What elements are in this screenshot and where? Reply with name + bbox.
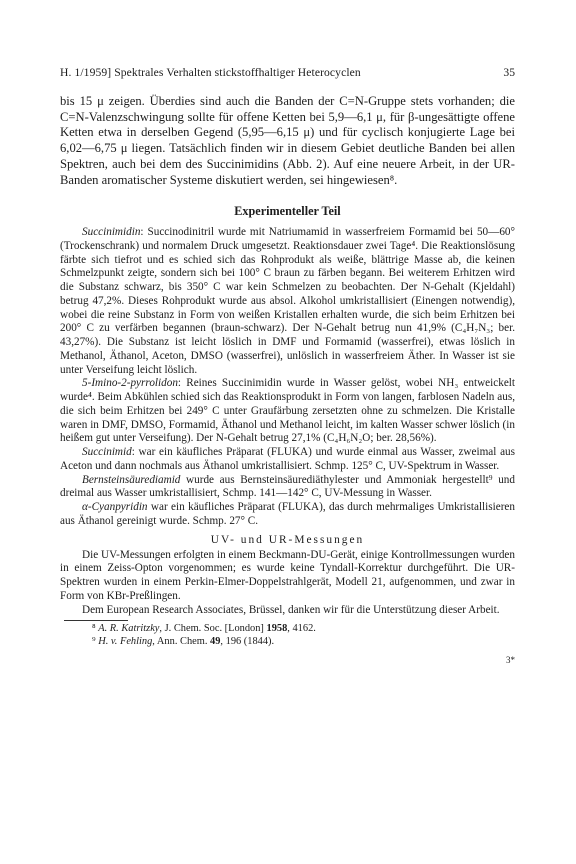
paragraph-body: : Succinodinitril wurde mit Natriumamid in wasserfreiem Formamid bei 50—60° (Trockenschrank) und normalem Druck umgesetzt. Reaktionsdauer zwei Tage⁴. Die Reaktionslösung färbte sich tiefrot und es schied sich das Rohprodukt als weiße, blättrige Masse ab, die keinen Schmelzpunkt zeigte, sondern sich bei 100° C braun zu färben begann. Bei weiterem Erhitzen wird die Substanz schwarz, bis 350° C war kein Schmelzen zu beobachten. Der N-Gehalt (Kjeldahl) betrug 47,2%. Dieses Rohprodukt wurde aus absol. Alkohol umkristallisiert (Einengen notwendig), wobei die reine Substanz in Form von weißen Kristallen erhalten wurde, die sich beim Erhitzen bei 200° C zu verfärben begannen (braun-schwarz). Der N-Gehalt betrug nun 41,9% (C₄H₇N₃; ber. 43,27%). Die Substanz ist leicht löslich in DMF und Formamid (wasserfrei), etwas löslich in Methanol, Äthanol, Aceton, DMSO (wasserfrei), unlöslich in wasserfreiem Äther. In Wasser ist sie unter Verseifung leicht löslich. bbox=[60, 226, 515, 376]
intro-paragraph: bis 15 μ zeigen. Überdies sind auch die Banden der C=N-Gruppe stets vorhanden; die C=N-Valenzschwingung sollte für offene Ketten bei 5,9—6,1 μ, für β-ungesättigte offene Ketten etwa in derselben Gegend (5,95—6,15 μ) und für cyclisch konjugierte Lage bei 6,02—6,75 μ liegen. Tatsächlich finden wir in diesem Gebiet deutliche Banden bei allen Spektren, auch bei dem des Succinimidins (Abb. 2). Auf eine neuere Arbeit, in der UR-Banden aromatischer Systeme diskutiert werden, sei hingewiesen⁸. bbox=[60, 94, 515, 187]
footnote-text: , J. Chem. Soc. [London] bbox=[159, 623, 267, 635]
running-header bbox=[60, 66, 515, 80]
footnote-author: H. v. Fehling bbox=[98, 636, 153, 648]
paragraph-succinimidin bbox=[60, 226, 515, 377]
paragraph-succinimid bbox=[60, 446, 515, 474]
compound-name: Succinimid bbox=[82, 446, 132, 459]
journal-page bbox=[60, 66, 515, 665]
subsection-heading-uv-ur: UV- und UR-Messungen bbox=[210, 533, 365, 546]
paragraph-acknowledgement: Dem European Research Associates, Brüssel, danken wir für die Unterstützung dieser Arbeit. bbox=[82, 603, 500, 616]
paragraph-body: wurde aus Bernsteinsäurediäthylester und Ammoniak hergestellt⁹ und dreimal aus Wasser umkristallisiert, Schmp. 141—142° C, UV-Messung in Wasser. bbox=[60, 473, 515, 500]
footnote-mark: ⁹ bbox=[92, 636, 96, 648]
footnote-author: A. R. Katritzky bbox=[98, 623, 160, 635]
paragraph-bernsteinsaeurediamid bbox=[60, 474, 515, 502]
footnote-rest: , 4162. bbox=[287, 623, 316, 635]
section-heading-experimental: Experimenteller Teil bbox=[234, 204, 341, 219]
page-number: 35 bbox=[503, 66, 515, 79]
compound-name: Succinimidin bbox=[82, 226, 141, 239]
footnote-9 bbox=[60, 636, 515, 649]
paragraph-body: : Reines Succinimidin wurde in Wasser gelöst, wobei NH₃ entweickelt wurde⁴. Beim Abkühlen schied sich das Reaktionsprodukt in Form von langen, farblosen Nadeln aus, die sich beim Erhitzen bei 249° C unter Graufärbung zersetzten ohne zu schmelzen. Die Kristalle waren in DMF, DMSO, Formamid, Äthanol und Methanol leicht, im kalten Wasser schwer löslich (in heißem gut unter Verseifung). Der N-Gehalt betrug 27,1% (C₄H₆N₂O; ber. 28,56%). bbox=[60, 377, 515, 445]
compound-name: 5-Imino-2-pyrrolidon bbox=[82, 377, 178, 390]
paragraph-body: : war ein käufliches Präparat (FLUKA) und wurde einmal aus Wasser, zweimal aus Aceton und dann nochmals aus Äthanol umkristallisiert. Schmp. 125° C, UV-Spektrum in Wasser. bbox=[60, 446, 515, 472]
compound-name: Bernsteinsäurediamid bbox=[82, 473, 181, 486]
footnote-volume: 49 bbox=[210, 636, 221, 648]
footnote-8 bbox=[60, 623, 515, 636]
paragraph-body: war ein käufliches Präparat (FLUKA), das durch mehrmaliges Umkristallisieren aus Äthanol gereinigt wurde. Schmp. 27° C. bbox=[60, 501, 515, 527]
footnote-text: , Ann. Chem. bbox=[152, 636, 211, 648]
paragraph-cyanpyridin bbox=[60, 501, 515, 529]
footnote-year: 1958 bbox=[266, 623, 288, 635]
running-header-title: H. 1/1959] Spektrales Verhalten stickstoffhaltiger Heterocyclen bbox=[60, 66, 361, 79]
footnote-mark: ⁸ bbox=[92, 623, 96, 635]
signature-mark: 3* bbox=[506, 654, 515, 665]
footnote-rule bbox=[64, 620, 128, 621]
footnote-rest: , 196 (1844). bbox=[220, 636, 275, 648]
compound-name: α-Cyanpyridin bbox=[82, 501, 148, 514]
paragraph-uv-measurements: Die UV-Messungen erfolgten in einem Beckmann-DU-Gerät, einige Kontrollmessungen wurden in einem Zeiss-Opton vorgenommen; es wurde keine Tyndall-Korrektur durchgeführt. Die UR-Spektren wurden in einem Perkin-Elmer-Doppelstrahlgerät, Modell 21, aufgenommen, und zwar in Form von KBr-Preßlingen. bbox=[60, 548, 515, 602]
paragraph-imino-pyrrolidon bbox=[60, 377, 515, 446]
